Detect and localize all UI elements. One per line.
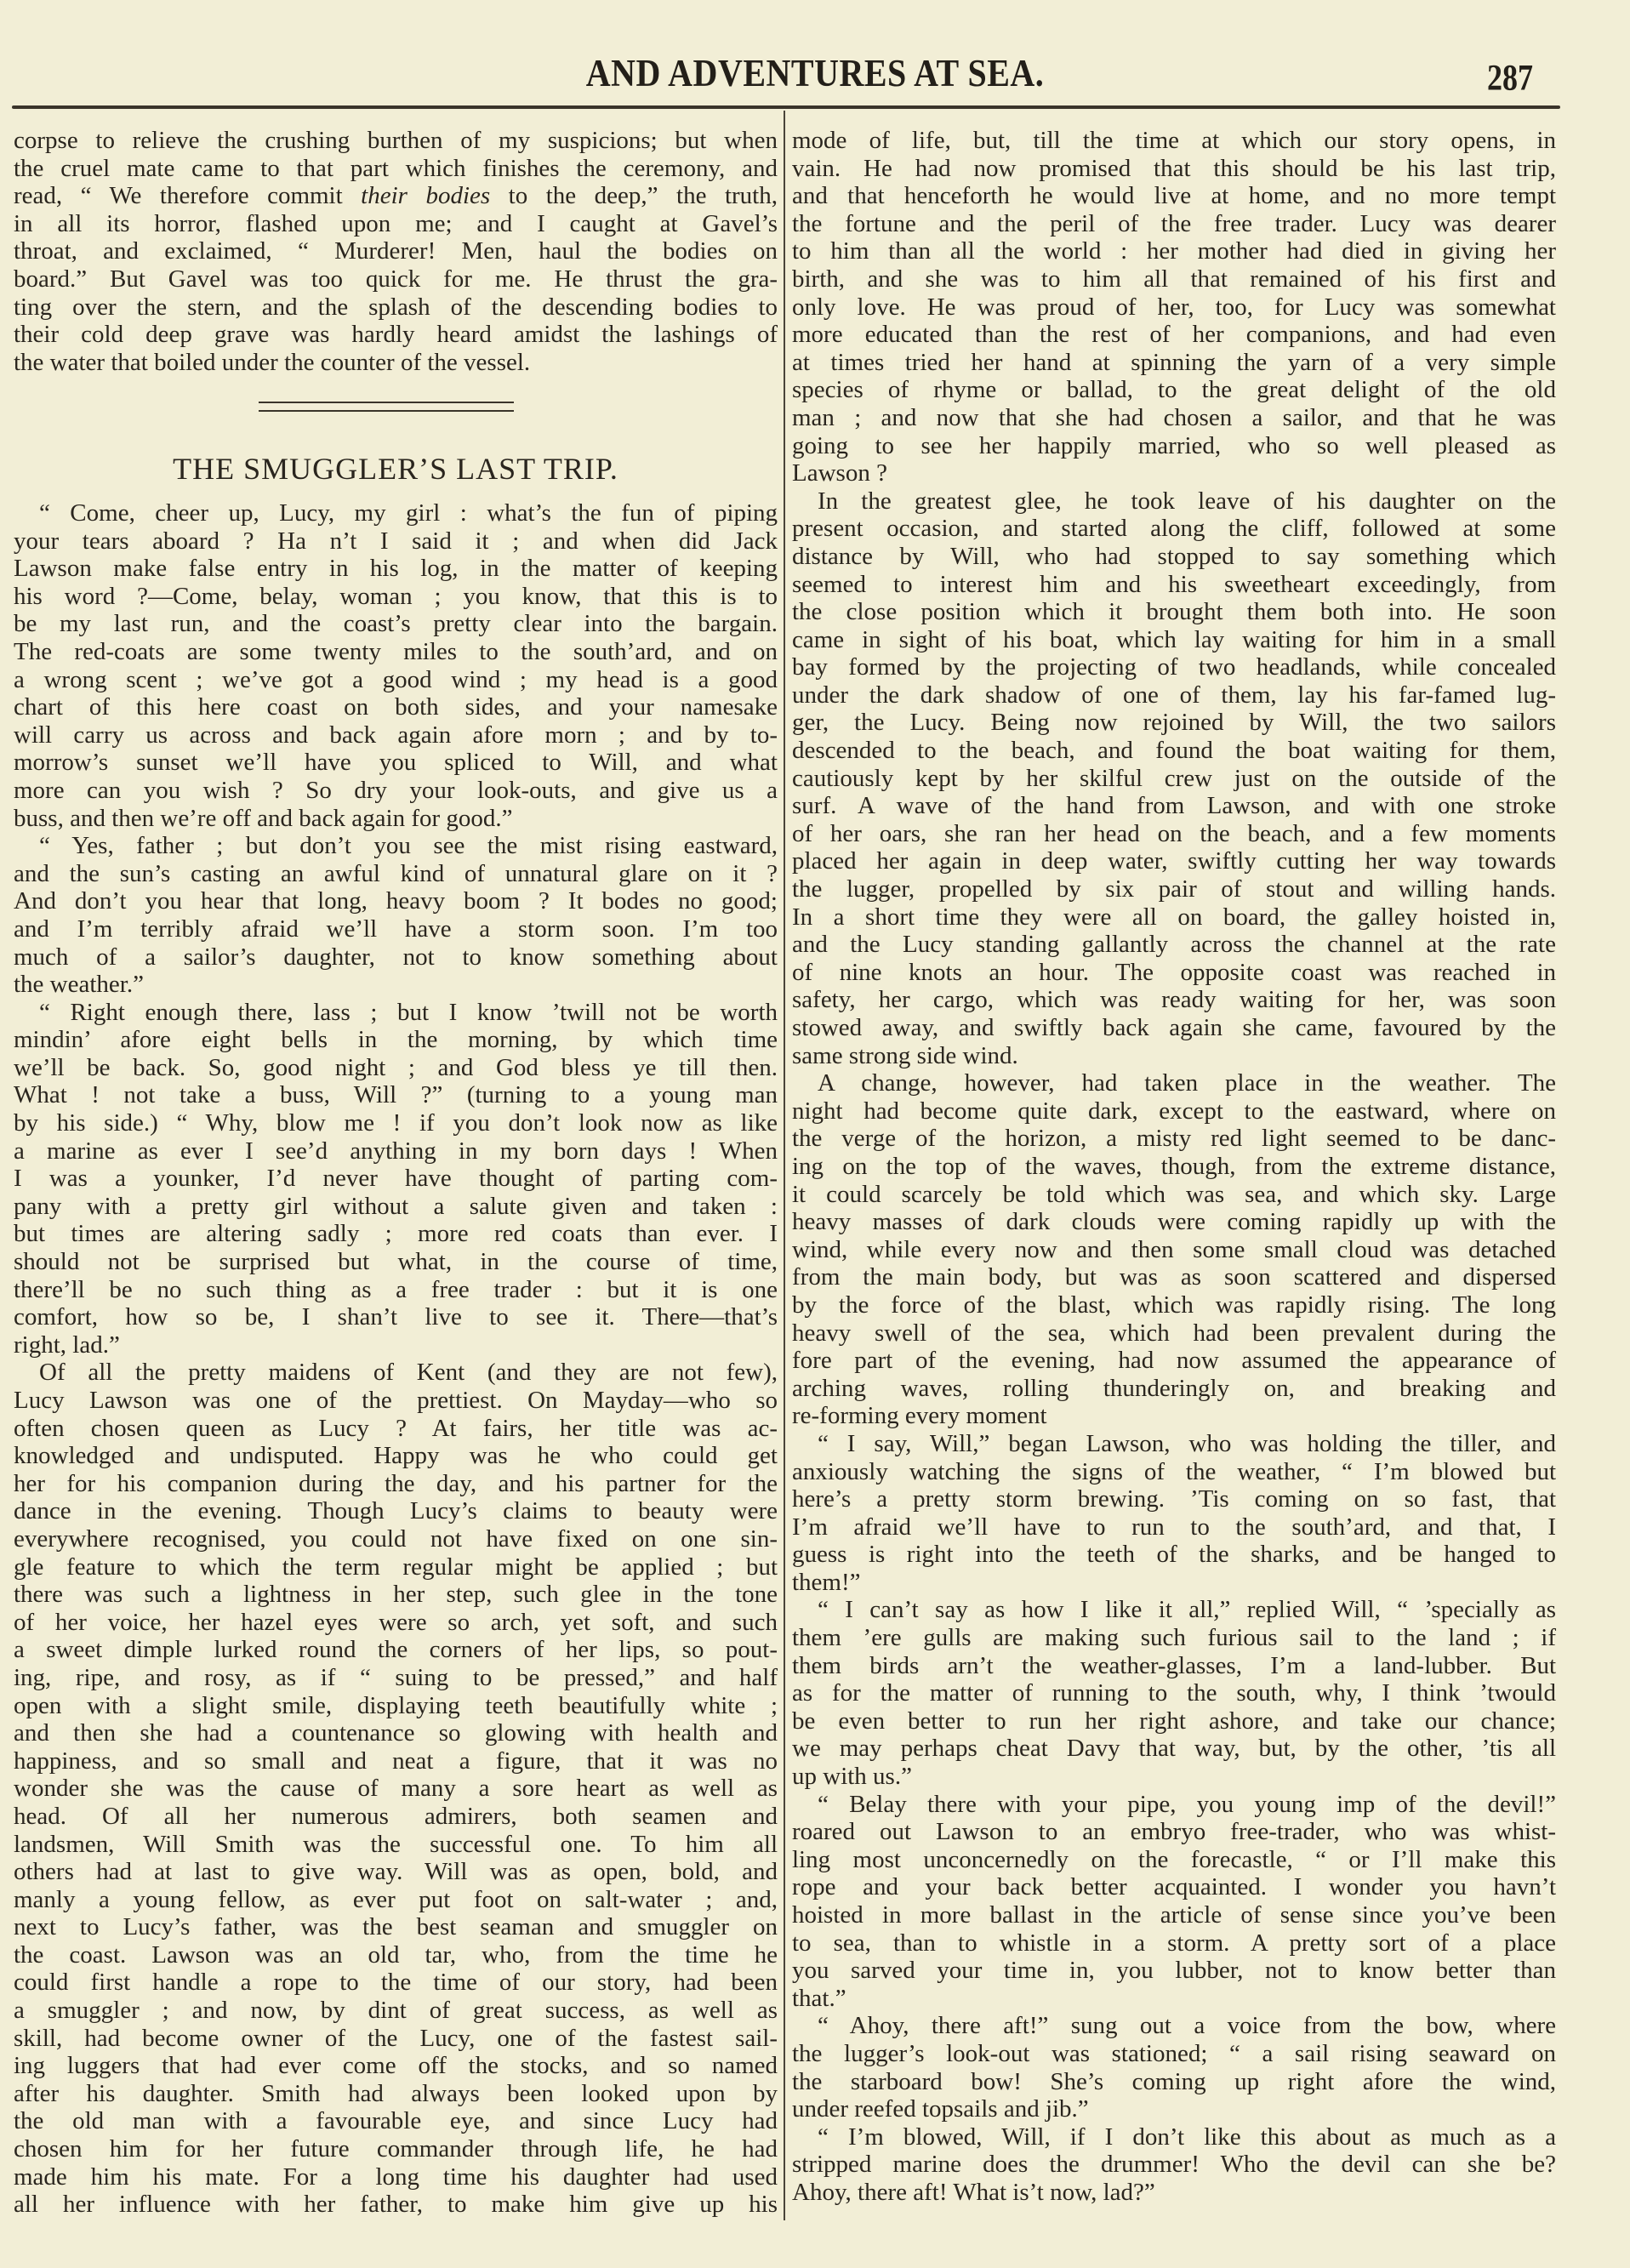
text-line: Lucy Lawson was one of the prettiest. On Mayday—who so [14, 1387, 778, 1414]
text-line: heavy swell of the sea, which had been prevalent during the [792, 1319, 1556, 1347]
text-segment: to the deep,” the truth, [490, 182, 778, 210]
text-line: ling most unconcernedly on the forecastle, “ or I’ll make this [792, 1845, 1556, 1873]
text-line: Lawson ? [792, 459, 887, 487]
text-line: here’s a pretty storm brewing. ’Tis coming on so fast, that [792, 1485, 1556, 1513]
text-line: and then she had a countenance so glowing with health and [14, 1719, 778, 1747]
text-line: there was such a lightness in her step, such glee in the tone [14, 1581, 778, 1609]
text-line: dance in the evening. Though Lucy’s claims to beauty were [14, 1497, 778, 1525]
text-line [14, 182, 778, 210]
text-line: open with a slight smile, displaying teeth beautifully white ; [14, 1691, 778, 1719]
page-number: 287 [1487, 57, 1533, 98]
text-line: mindin’ afore eight bells in the morning, by which time [14, 1026, 778, 1054]
text-line: in all its horror, flashed upon me; and I caught at Gavel’s [14, 209, 778, 237]
text-line: to him than all the world : her mother had died in giving her [792, 237, 1556, 265]
text-line: of nine knots an hour. The opposite coast was reached in [792, 958, 1556, 986]
text-line: anxiously watching the signs of the weather, “ I’m blowed but [792, 1457, 1556, 1485]
text-line: will carry us across and back again afore morn ; and by to- [14, 721, 778, 749]
text-line: of her voice, her hazel eyes were so arch, yet soft, and such [14, 1608, 778, 1636]
section-rule-top [259, 402, 514, 403]
text-line: stripped marine does the drummer! Who the devil can she be? [792, 2151, 1556, 2179]
text-line: descended to the beach, and found the boat waiting for them, [792, 737, 1556, 765]
text-line: skill, had become owner of the Lucy, one of the fastest sail- [14, 2024, 778, 2052]
text-line: man ; and now that she had chosen a sailor, and that he was [792, 403, 1556, 431]
text-line: “ I can’t say as how I like it all,” replied Will, “ ’specially as [818, 1596, 1556, 1624]
article-title: THE SMUGGLER’S LAST TRIP. [173, 452, 618, 486]
text-line: and the sun’s casting an awful kind of unnatural glare on it ? [14, 859, 778, 887]
text-line: arching waves, rolling thunderingly on, and breaking and [792, 1374, 1556, 1402]
text-line: by his side.) “ Why, blow me ! if you don’t look now as like [14, 1109, 778, 1137]
text-line: comfort, how so be, I shan’t live to see it. There—that’s [14, 1303, 778, 1331]
text-line: the old man with a favourable eye, and since Lucy had [14, 2107, 778, 2135]
text-line: under the dark shadow of one of them, lay his far-famed lug- [792, 681, 1556, 709]
paragraph [14, 1359, 778, 2218]
text-line: head. Of all her numerous admirers, both seamen and [14, 1802, 778, 1830]
text-line: after his daughter. Smith had always been looked upon by [14, 2079, 778, 2107]
text-line: the water that boiled under the counter of the vessel. [14, 348, 531, 376]
text-line: mode of life, but, till the time at which our story opens, in [792, 127, 1556, 154]
text-line: the verge of the horizon, a misty red light seemed to be danc- [792, 1125, 1556, 1153]
text-line: night had become quite dark, except to the eastward, where on [792, 1097, 1556, 1125]
italic-text: their bodies [361, 182, 491, 210]
text-line: same strong side wind. [792, 1041, 1018, 1069]
text-line: present occasion, and started along the cliff, followed at some [792, 515, 1556, 543]
text-line: a smuggler ; and now, by dint of great success, as well as [14, 1997, 778, 2025]
text-line: chart of this here coast on both sides, and your namesake [14, 693, 778, 721]
text-line: a marine as ever I see’d anything in my born days ! When [14, 1137, 778, 1165]
text-line: gle feature to which the term regular might be applied ; but [14, 1553, 778, 1581]
text-line: more can you wish ? So dry your look-outs, and give us a [14, 776, 778, 804]
text-line: What ! not take a buss, Will ?” (turning to a young man [14, 1081, 778, 1109]
paragraph [792, 1791, 1556, 2013]
text-line: her for his companion during the day, and his partner for the [14, 1469, 778, 1497]
text-line: In the greatest glee, he took leave of his daughter on the [818, 487, 1556, 515]
column-divider [784, 111, 785, 2220]
left-column-body [14, 499, 778, 2219]
text-line: the starboard bow! She’s coming up right afore the wind, [792, 2067, 1556, 2095]
text-line: hoisted in more ballast in the article of sense since you’ve been [792, 1901, 1556, 1929]
text-line: a sweet dimple lurked round the corners of her lips, so pout- [14, 1636, 778, 1664]
text-line: a wrong scent ; we’ve got a good wind ; my head is a good [14, 665, 778, 693]
text-line: and the Lucy standing gallantly across the channel at the rate [792, 931, 1556, 959]
text-line: their cold deep grave was hardly heard amidst the lashings of [14, 321, 778, 349]
text-line: “ I say, Will,” began Lawson, who was holding the tiller, and [818, 1429, 1556, 1457]
text-line: made him his mate. For a long time his daughter had used [14, 2163, 778, 2191]
text-line: to sea, than to whistle in a storm. A pretty sort of a place [792, 1929, 1556, 1957]
text-line: at times tried her hand at spinning the yarn of a very simple [792, 348, 1556, 376]
left-column-intro [14, 127, 778, 376]
text-line: your tears aboard ? Ha n’t I said it ; and when did Jack [14, 527, 778, 555]
text-line: rope and your back better acquainted. I wonder you havn’t [792, 1873, 1556, 1901]
text-line: I’m afraid we’ll have to run to the south’ard, and that, I [792, 1513, 1556, 1541]
paragraph [14, 499, 778, 832]
text-line: there’ll be no such thing as a free trader : but it is one [14, 1275, 778, 1303]
text-line: right, lad.” [14, 1331, 120, 1359]
text-line: we may perhaps cheat Davy that way, but, by the other, ’tis all [792, 1735, 1556, 1763]
text-line: vain. He had now promised that this should be his last trip, [792, 154, 1556, 182]
text-line: by the force of the blast, which was rapidly rising. The long [792, 1291, 1556, 1319]
text-line: ing luggers that had ever come off the stocks, and so named [14, 2052, 778, 2080]
text-line: “ Yes, father ; but don’t you see the mist rising eastward, [39, 832, 778, 860]
text-line: everywhere recognised, you could not have fixed on one sin- [14, 1524, 778, 1553]
text-line: came in sight of his boat, which lay waiting for him in a small [792, 625, 1556, 653]
text-line: “ I’m blowed, Will, if I don’t like this about as much as a [818, 2123, 1556, 2151]
text-line: the weather.” [14, 971, 144, 999]
text-line: bay formed by the projecting of two headlands, while concealed [792, 653, 1556, 681]
text-line: we’ll be back. So, good night ; and God bless ye till then. [14, 1053, 778, 1081]
text-line: you sarved your time in, you lubber, not to know better than [792, 1957, 1556, 1985]
text-line: heavy masses of dark clouds were coming rapidly up with the [792, 1208, 1556, 1236]
text-line: only love. He was proud of her, too, for Lucy was somewhat [792, 293, 1556, 321]
text-line: I was a younker, I’d never have thought of parting com- [14, 1165, 778, 1193]
text-line: stowed away, and swiftly back again she came, favoured by the [792, 1014, 1556, 1041]
text-line: Ahoy, there aft! What is’t now, lad?” [792, 2178, 1155, 2206]
text-line: morrow’s sunset we’ll have you spliced to Will, and what [14, 749, 778, 777]
text-line: fore part of the evening, had now assumed the appearance of [792, 1347, 1556, 1375]
text-line: be even better to run her right ashore, and take our chance; [792, 1707, 1556, 1735]
text-line: knowledged and undisputed. Happy was he who could get [14, 1442, 778, 1470]
paragraph [14, 832, 778, 999]
text-line: others had at last to give way. Will was as open, bold, and [14, 1858, 778, 1886]
text-line: next to Lucy’s father, was the best seaman and smuggler on [14, 1913, 778, 1941]
text-line: guess is right into the teeth of the sharks, and be hanged to [792, 1541, 1556, 1569]
text-line: Lawson make false entry in his log, in the matter of keeping [14, 555, 778, 583]
text-line: “ Ahoy, there aft!” sung out a voice from the bow, where [818, 2012, 1556, 2040]
text-line: roared out Lawson to an embryo free-trader, who was whist- [792, 1818, 1556, 1846]
text-line: The red-coats are some twenty miles to the south’ard, and on [14, 637, 778, 665]
text-line: safety, her cargo, which was ready waiting for her, was soon [792, 986, 1556, 1014]
text-line: them!” [792, 1568, 861, 1596]
text-line: the lugger’s look-out was stationed; “ a sail rising seaward on [792, 2039, 1556, 2067]
text-segment: read, “ We therefore commit [14, 182, 362, 210]
text-line: all her influence with her father, to make him give up his [14, 2191, 778, 2219]
text-line: manly a young fellow, as ever put foot on salt-water ; and, [14, 1885, 778, 1913]
text-line: and I’m terribly afraid we’ll have a storm soon. I’m too [14, 915, 778, 943]
text-line: cautiously kept by her skilful crew just on the outside of the [792, 764, 1556, 792]
text-line: “ Come, cheer up, Lucy, my girl : what’s the fun of piping [39, 499, 778, 527]
paragraph [792, 127, 1556, 487]
text-line: up with us.” [792, 1763, 912, 1791]
text-line: wind, while every now and then some small cloud was detached [792, 1235, 1556, 1263]
paragraph [792, 2012, 1556, 2123]
text-line: seemed to interest him and his sweetheart exceedingly, from [792, 570, 1556, 598]
text-line: ger, the Lucy. Being now rejoined by Will, the two sailors [792, 709, 1556, 737]
text-line: the lugger, propelled by six pair of stout and willing hands. [792, 875, 1556, 903]
text-line: And don’t you hear that long, heavy boom ? It bodes no good; [14, 887, 778, 915]
text-line: landsmen, Will Smith was the successful one. To him all [14, 1830, 778, 1858]
text-line: but times are altering sadly ; more red coats than ever. I [14, 1220, 778, 1248]
text-line: pany with a pretty girl without a salute given and taken : [14, 1192, 778, 1220]
text-line: throat, and exclaimed, “ Murderer! Men, haul the bodies on [14, 237, 778, 265]
header-rule [12, 105, 1560, 109]
text-line: his word ?—Come, belay, woman ; you know, that this is to [14, 582, 778, 610]
paragraph [792, 1069, 1556, 1430]
text-line: them ’ere gulls are making such furious sail to the land ; if [792, 1624, 1556, 1652]
text-line: In a short time they were all on board, the galley hoisted in, [792, 903, 1556, 931]
text-line: placed her again in deep water, swiftly cutting her way towards [792, 847, 1556, 875]
text-line: the cruel mate came to that part which finishes the ceremony, and [14, 154, 778, 182]
text-line: board.” But Gavel was too quick for me. He thrust the gra- [14, 265, 778, 293]
text-line: ing, ripe, and rosy, as if “ suing to be pressed,” and half [14, 1663, 778, 1691]
section-rule-bottom [259, 410, 514, 412]
text-line: Of all the pretty maidens of Kent (and they are not few), [39, 1359, 778, 1387]
paragraph [792, 2123, 1556, 2207]
right-column-body [792, 127, 1556, 2207]
text-line: re-forming every moment [792, 1402, 1047, 1430]
text-line: be my last run, and the coast’s pretty clear into the bargain. [14, 610, 778, 638]
text-line: wonder she was the cause of many a sore heart as well as [14, 1775, 778, 1803]
text-line: going to see her happily married, who so well pleased as [792, 431, 1556, 459]
text-line: much of a sailor’s daughter, not to know something about [14, 943, 778, 971]
paragraph [792, 1430, 1556, 1597]
text-line: them birds arn’t the weather-glasses, I’m a land-lubber. But [792, 1651, 1556, 1679]
text-line: chosen him for her future commander through life, he had [14, 2135, 778, 2163]
text-line: “ Belay there with your pipe, you young imp of the devil!” [818, 1790, 1556, 1818]
text-line: “ Right enough there, lass ; but I know ’twill not be worth [39, 998, 778, 1026]
text-line: should not be surprised but what, in the course of time, [14, 1248, 778, 1276]
text-line: distance by Will, who had stopped to say something which [792, 542, 1556, 570]
text-line: from the main body, but was as soon scattered and dispersed [792, 1263, 1556, 1291]
text-line: the close position which it brought them both into. He soon [792, 598, 1556, 626]
text-line: under reefed topsails and jib.” [792, 2095, 1089, 2123]
text-line: ing on the top of the waves, though, from the extreme distance, [792, 1152, 1556, 1180]
text-line: happiness, and so small and neat a figure, that it was no [14, 1747, 778, 1775]
text-line: birth, and she was to him all that remained of his first and [792, 265, 1556, 293]
text-line: corpse to relieve the crushing burthen of my suspicions; but when [14, 127, 778, 154]
paragraph [14, 999, 778, 1359]
paragraph [792, 1596, 1556, 1790]
text-line: often chosen queen as Lucy ? At fairs, her title was ac- [14, 1414, 778, 1442]
text-line: species of rhyme or ballad, to the great delight of the old [792, 376, 1556, 404]
text-line: surf. A wave of the hand from Lawson, and with one stroke [792, 792, 1556, 820]
text-line: buss, and then we’re off and back again for good.” [14, 804, 513, 832]
text-line: A change, however, had taken place in the weather. The [818, 1069, 1556, 1097]
paragraph [792, 487, 1556, 1069]
text-line: more educated than the rest of her companions, and had even [792, 321, 1556, 349]
text-line: it could scarcely be told which was sea, and which sky. Large [792, 1180, 1556, 1208]
text-line: of her oars, she ran her head on the beach, and a few moments [792, 819, 1556, 847]
text-line: as for the matter of running to the south, why, I think ’twould [792, 1679, 1556, 1707]
text-line: the coast. Lawson was an old tar, who, from the time he [14, 1940, 778, 1969]
text-line: the fortune and the peril of the free trader. Lucy was dearer [792, 209, 1556, 237]
text-line: that.” [792, 1984, 846, 2012]
text-line: could first handle a rope to the time of our story, had been [14, 1969, 778, 1997]
text-line: ting over the stern, and the splash of the descending bodies to [14, 293, 778, 321]
paragraph [14, 127, 778, 376]
running-head-title: AND ADVENTURES AT SEA. [585, 50, 1045, 95]
text-line: and that henceforth he would live at home, and no more tempt [792, 182, 1556, 210]
